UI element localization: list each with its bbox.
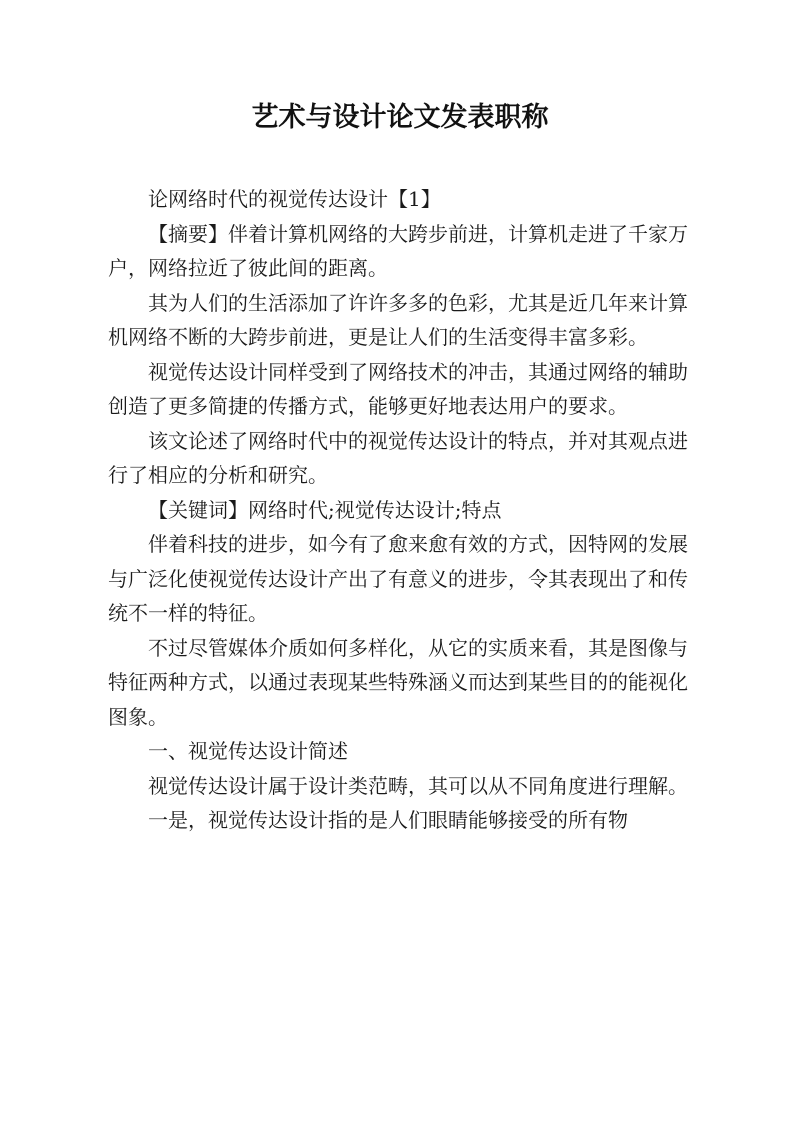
section-heading: 一、视觉传达设计简述 <box>148 739 348 763</box>
paragraph: 其为人们的生活添加了许许多多的色彩，尤其是近几年来计算机网络不断的大跨步前进，更是让人们的生活变得丰富多彩。 <box>108 290 688 349</box>
paragraph: 伴着科技的进步，如今有了愈来愈有效的方式，因特网的发展与广泛化使视觉传达设计产出了有意义的进步，令其表现出了和传统不一样的特征。 <box>108 532 688 625</box>
paragraph: 视觉传达设计属于设计类范畴，其可以从不同角度进行理解。 <box>148 773 688 798</box>
paragraph-abstract: 【摘要】伴着计算机网络的大跨步前进，计算机走进了千家万户，网络拉近了彼此间的距离。 <box>108 221 688 280</box>
paragraph: 视觉传达设计同样受到了网络技术的冲击，其通过网络的辅助创造了更多简捷的传播方式，能够更好地表达用户的要求。 <box>108 359 688 418</box>
document-body <box>108 182 688 838</box>
paragraph: 一是，视觉传达设计指的是人们眼睛能够接受的所有物 <box>148 808 628 832</box>
paragraph: 不过尽管媒体介质如何多样化，从它的实质来看，其是图像与特征两种方式，以通过表现某些特殊涵义而达到某些目的的能视化图象。 <box>108 635 688 729</box>
paragraph-keywords: 【关键词】网络时代;视觉传达设计;特点 <box>148 497 502 522</box>
paragraph: 该文论述了网络时代中的视觉传达设计的特点，并对其观点进行了相应的分析和研究。 <box>108 428 688 487</box>
document-title: 艺术与设计论文发表职称 <box>251 102 549 133</box>
paragraph-article-heading: 论网络时代的视觉传达设计【1】 <box>148 187 441 211</box>
